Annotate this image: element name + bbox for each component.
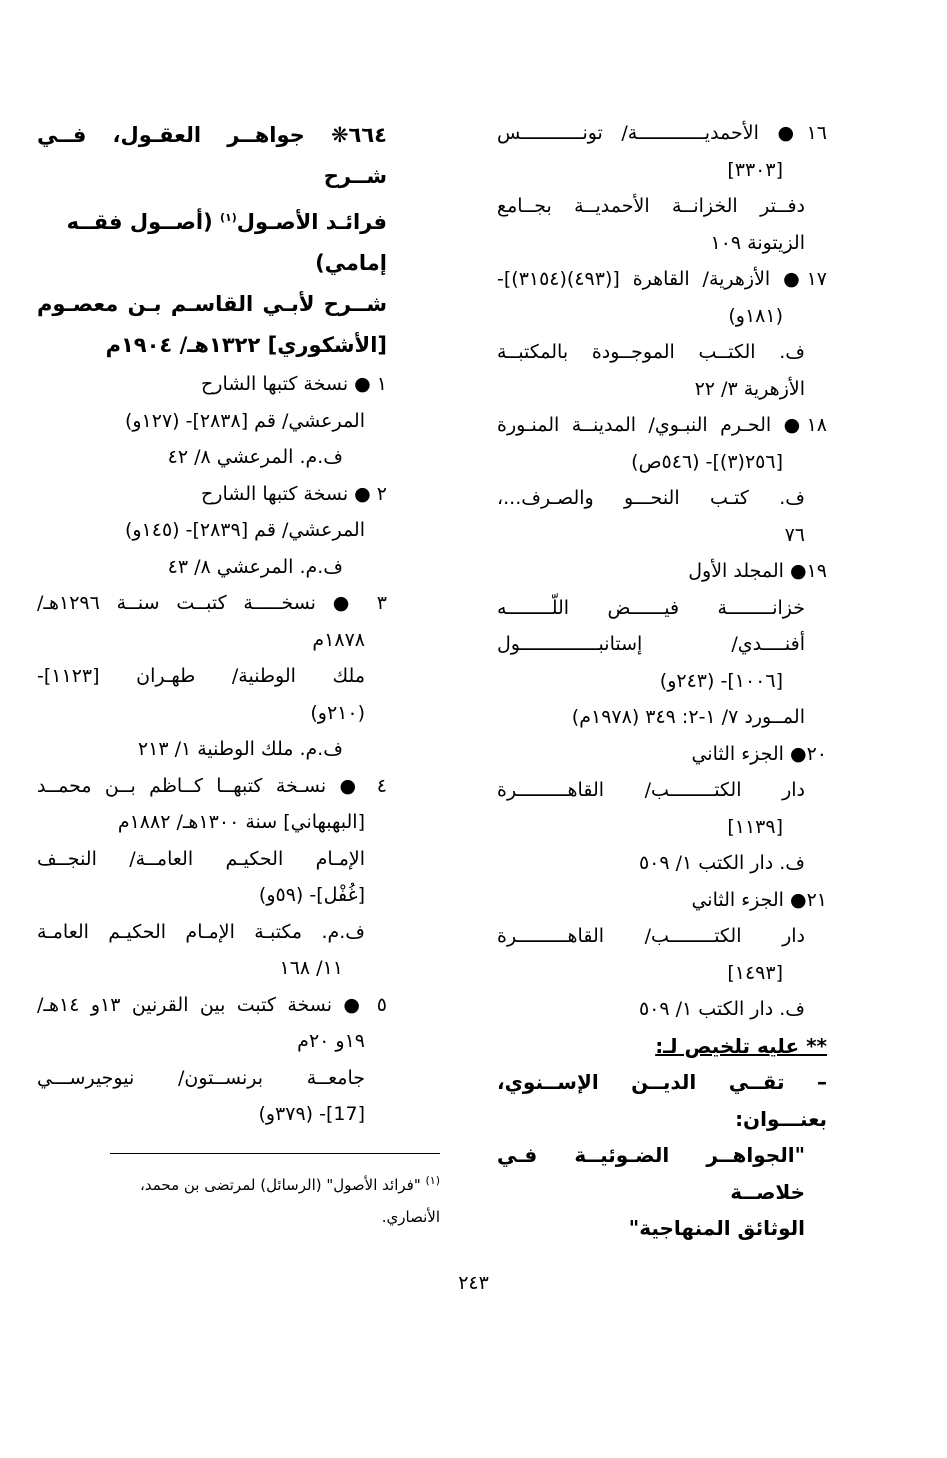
entry-line: أفنــــدي/ إستانبــــــــــــــول <box>497 633 805 655</box>
entry-line: خزانــــــــة فيــــــض اللّــــــــه <box>497 596 805 619</box>
entry-line: المــورد ٧/ ١-٢: ٣٤٩ (١٩٧٨م) <box>571 706 805 728</box>
manuscript-line: ١٩و ٢٠م <box>297 1030 365 1052</box>
summary-note <box>497 1028 827 1065</box>
manuscript-line: ف.م. المرعشي ٨/ ٤٣ <box>167 555 343 578</box>
manuscript-line: ملك الوطنية/ طهـران [١١٢٣]- <box>37 665 365 687</box>
manuscript-line: ١١/ ١٦٨ <box>279 957 343 979</box>
footnote-line-2: الأنصاري. <box>381 1208 440 1226</box>
entry-subtitle-line-2: [الأشكوري] ١٣٢٢هـ/ ١٩٠٤م <box>105 333 387 357</box>
manuscript-line: ف.م. المرعشي ٨/ ٤٢ <box>167 446 343 468</box>
entry-line: ١٧● الأزهرية/ القاهرة [(٤٩٣)(٣١٥٤)]- <box>497 268 827 290</box>
manuscript-line: ف.م. ملك الوطنية ١/ ٢١٣ <box>137 738 343 760</box>
manuscript-line: [البهبهاني] سنة ١٣٠٠هـ/ ١٨٨٢م <box>117 811 365 833</box>
footnote-divider <box>110 1153 440 1154</box>
entry-line: دار الكتــــــــب/ القاهـــــــــرة <box>497 779 805 801</box>
entry-line: الزيتونة ١٠٩ <box>710 231 805 254</box>
entry-line: [٣٣٠٣] <box>727 158 783 181</box>
entry-line: ١٨● الحـرم النبـوي/ المدينــة المنـورة <box>497 414 827 436</box>
entry-line: ف. الكتــب الموجــودة بالمكتبــة <box>497 341 805 363</box>
entry-line: ف. دار الكتب ١/ ٥٠٩ <box>638 998 805 1020</box>
page-number: ٢٤٣ <box>458 1272 489 1294</box>
entry-line: الأزهرية ٣/ ٢٢ <box>694 377 805 400</box>
manuscript-line: ١ ● نسخة كتبها الشارح <box>201 373 387 395</box>
manuscript-line: ف.م. مكتبـة الإمـام الحكيـم العامـة <box>37 920 365 943</box>
summary-line-2: "الجواهــر الضـوئيــة فـي خلاصــة <box>497 1143 805 1204</box>
manuscript-line: ٣ ● نسخـــــة كتبــت سنــة ١٢٩٦هـ/ <box>37 592 387 614</box>
manuscript-list <box>37 366 387 1133</box>
manuscript-line: الإمـام الحكيـم العامــة/ النجــف <box>37 847 365 870</box>
entry-line: [١٠٠٦]- (٢٤٣و) <box>659 669 783 692</box>
footnote-ref[interactable]: (١) <box>220 211 237 224</box>
entry-line: دفــتر الخزانــة الأحمديــة بجــامع <box>497 195 805 217</box>
entry-title-line-3: إمامي) <box>315 251 387 275</box>
footnote-marker: (١) <box>425 1174 440 1187</box>
manuscript-line: [17]- (٣٧٩و) <box>258 1103 365 1125</box>
entry-line: [٢٥٦(٣)]- (٥٤٦ص) <box>631 450 783 473</box>
manuscript-line: ٥ ● نسخة كتبت بين القرنين ١٣و ١٤هـ/ <box>37 993 387 1016</box>
entry-line: ٢٠● الجزء الثاني <box>691 742 827 765</box>
manuscript-line: المرعشي/ قم [٢٨٣٩]- (١٤٥و) <box>124 519 365 541</box>
entry-title-part-a: فرائـد الأصـول <box>236 210 387 234</box>
entry-line: ١٦● الأحمديــــــــــــة/ تونـــــــــــس <box>497 122 827 144</box>
entry-line: ٧٦ <box>784 523 805 546</box>
entry-line: ف. دار الكتب ١/ ٥٠٩ <box>638 852 805 874</box>
entry-line: دار الكتــــــــب/ القاهـــــــــرة <box>497 925 805 947</box>
left-column <box>37 115 387 1133</box>
footnote <box>110 1165 440 1233</box>
entry-title-part-b: (أصــول فقــه <box>66 210 220 234</box>
right-column <box>497 115 827 1247</box>
entry-subtitle-line-1: شــرح لأبـي القاسـم بـن معصـوم <box>37 292 387 316</box>
summary-note-text: ** عليه تلخيص لـ: <box>655 1033 827 1058</box>
manuscript-line: المرعشي/ قم [٢٨٣٨]- (١٢٧و) <box>124 409 365 432</box>
entry-title-line-2 <box>37 197 387 243</box>
summary-line-1: – تقــي الديــن الإســنوي، بعنـــوان: <box>497 1070 827 1131</box>
manuscript-line: ٤ ● نسـخة كتبهــا كــاظم بــن محمــد <box>37 774 387 797</box>
manuscript-line: [غُفْل]- (٥٩و) <box>258 884 365 906</box>
manuscript-line: ١٨٧٨م <box>312 628 365 651</box>
entry-line: (١٨١و) <box>728 304 783 327</box>
manuscript-line: ٢ ● نسخة كتبها الشارح <box>201 482 387 505</box>
summary-line-3: الوثائق المنهاجية" <box>628 1216 805 1240</box>
footnote-line-1: "فرائد الأصول" (الرسائل) لمرتضى بن محمد، <box>140 1176 426 1194</box>
entry-title-line-1: ٦٦٤❋ جواهــر العقـول، فــي شــرح <box>37 123 387 188</box>
entry-line: ف. كتـب النحـــو والصـرف...، <box>497 487 805 509</box>
manuscript-line: (٢١٠و) <box>310 701 365 724</box>
right-entry-list <box>497 115 827 1028</box>
entry-line: ١٩● المجلد الأول <box>688 560 827 582</box>
entry-line: [١٤٩٣] <box>727 961 783 984</box>
entry-line: [١١٣٩] <box>727 815 783 838</box>
entry-line: ٢١● الجزء الثاني <box>691 888 827 911</box>
manuscript-line: جامعــة برنســتون/ نيوجيرســـي <box>37 1066 365 1089</box>
